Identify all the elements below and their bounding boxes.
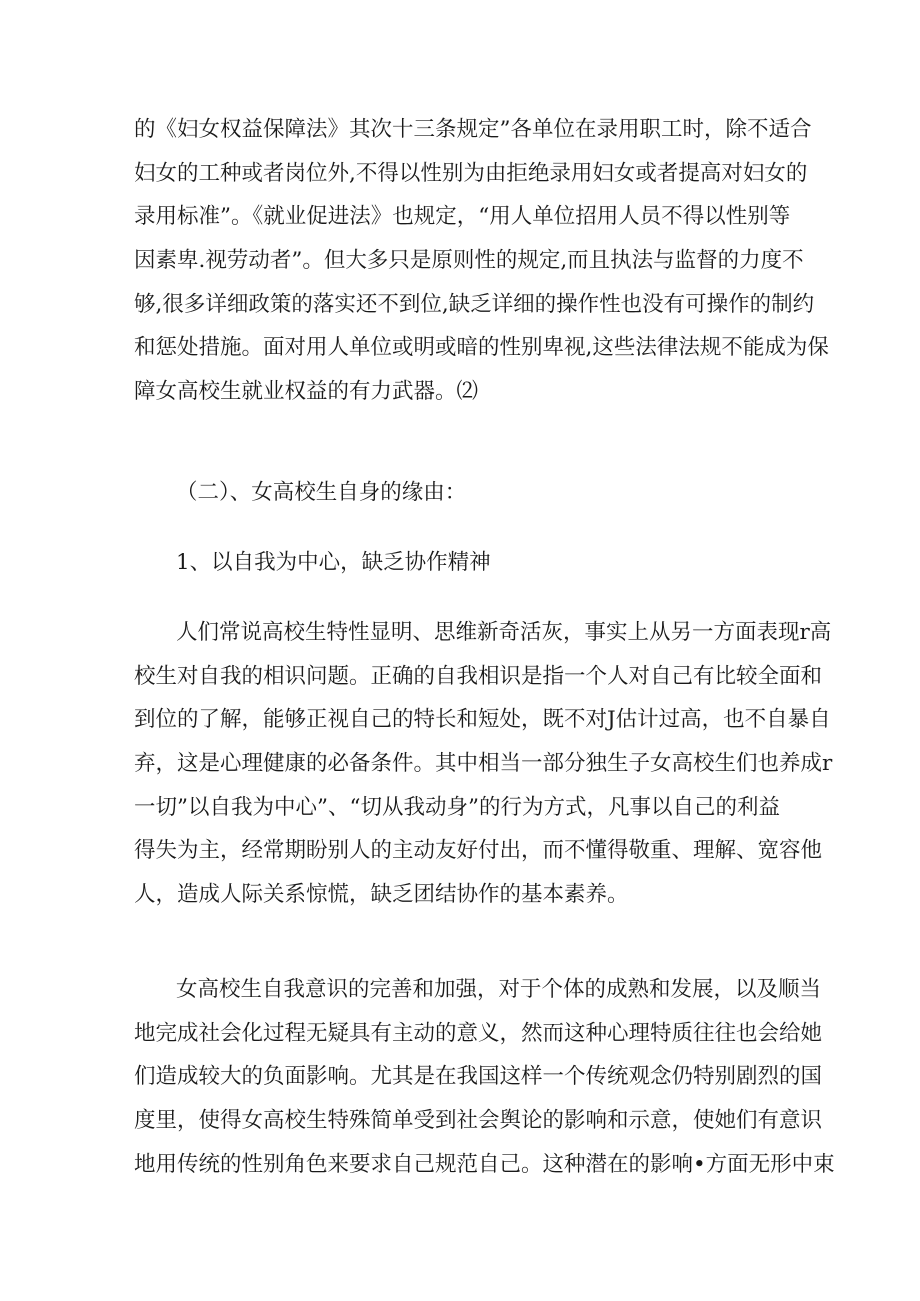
text-line: 录用标准”。《就业促进法》也规定，“用人单位招用人员不得以性别等 (134, 204, 791, 230)
text-line: 人，造成人际关系惊慌，缺乏团结协作的基本素养。 (134, 882, 629, 908)
subsection-heading (134, 541, 836, 585)
paragraph-legal-provisions (134, 108, 829, 414)
section-heading (134, 471, 836, 515)
text-line: 的《妇女权益保障法》其次十三条规定”各单位在录用职工时，除不适合 (134, 117, 812, 142)
text-line: 一切”以自我为中心”、“切从我动身”的行为方式，凡事以自己的利益 (134, 794, 780, 820)
text-line: 到位的了解，能够正视自己的特长和短处，既不对J估计过高，也不自暴自 (134, 707, 831, 733)
text-line: 和惩处措施。面对用人单位或明或暗的性别卑视,这些法律法规不能成为保 (134, 335, 829, 361)
paragraph-self-awareness (134, 968, 835, 1186)
text-line: 校生对自我的相识问题。正确的自我相识是指一个人对自己有比较全面和 (134, 663, 823, 689)
text-line: 度里，使得女高校生特殊简单受到社会舆论的影响和示意，使她们有意识 (134, 1108, 823, 1134)
text-line: 人们常说高校生特性显明、思维新奇活灰，事实上从另一方面表现r高 (176, 620, 832, 645)
text-line: 女高校生自我意识的完善和加强，对于个体的成熟和发展，以及顺当 (176, 977, 822, 1002)
text-line: 地完成社会化过程无疑具有主动的意义，然而这种心理特质往往也会给她 (134, 1020, 823, 1046)
text-line: 障女高校生就业权益的有力武器。⑵ (134, 379, 479, 405)
text-line: 们造成较大的负面影响。尤其是在我国这样一个传统观念仍特别剧烈的国 (134, 1064, 823, 1090)
text-line: 妇女的工种或者岗位外,不得以性别为由拒绝录用妇女或者提高对妇女的 (134, 160, 808, 186)
text-line: 弃，这是心理健康的必备条件。其中相当一部分独生子女高校生们也养成r (134, 751, 833, 777)
text-line: 地用传统的性别角色来要求自己规范自己。这种潜在的影响•方面无形中束 (134, 1151, 835, 1177)
heading-text: （二）、女高校生自身的缘由： (176, 480, 467, 505)
heading-text: 1、以自我为中心，缺乏协作精神 (176, 550, 491, 575)
paragraph-self-centered (134, 611, 833, 917)
text-line: 因素卑.视劳动者”。但大多只是原则性的规定,而且执法与监督的力度不 (134, 248, 804, 274)
text-line: 得失为主，经常期盼别人的主动友好付出，而不懂得敬重、理解、宽容他 (134, 838, 823, 864)
text-line: 够,很多详细政策的落实还不到位,缺乏详细的操作性也没有可操作的制约 (134, 291, 815, 317)
